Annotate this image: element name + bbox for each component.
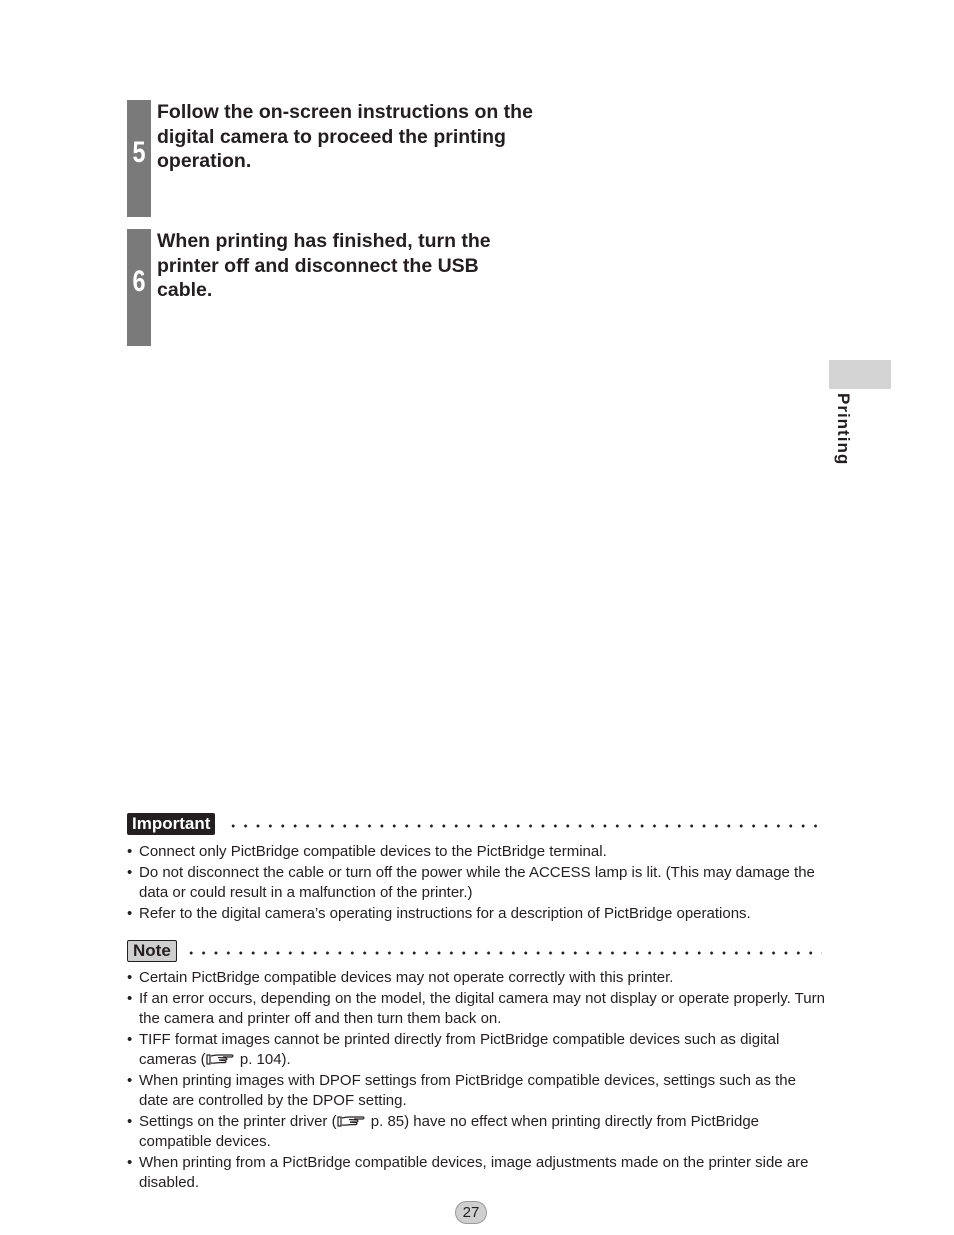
chapter-tab <box>829 360 891 389</box>
step-number-bar <box>127 229 151 346</box>
step-number-bar <box>127 100 151 217</box>
step-instruction: When printing has finished, turn the printer off and disconnect the USB cable. <box>157 230 491 302</box>
list-item-text: Settings on the printer driver ( <box>139 1112 337 1130</box>
important-badge: Important <box>127 813 215 835</box>
list-item: • Do not disconnect the cable or turn off the power while the ACCESS lamp is lit. (This may damage the data or could result in a malfunction of the printer.) <box>127 863 827 904</box>
list-item: • When printing images with DPOF settings from PictBridge compatible devices, settings such as the date are controlled by the DPOF setting. <box>127 1071 827 1112</box>
important-header <box>127 813 822 837</box>
step-instruction: Follow the on-screen instructions on the digital camera to proceed the printing operation. <box>157 101 533 173</box>
list-item <box>127 1112 827 1153</box>
important-list <box>127 842 827 924</box>
list-item: • When printing from a PictBridge compatible devices, image adjustments made on the printer side are disabled. <box>127 1153 827 1194</box>
dotted-divider <box>185 951 822 955</box>
list-item <box>127 1030 827 1071</box>
list-item: • Certain PictBridge compatible devices may not operate correctly with this printer. <box>127 968 827 989</box>
list-item: • If an error occurs, depending on the model, the digital camera may not display or operate properly. Turn the camera and printer off and then turn them back on. <box>127 989 827 1030</box>
dotted-divider <box>227 824 822 828</box>
step-number: 5 <box>132 136 146 169</box>
list-item: • Refer to the digital camera’s operating instructions for a description of PictBridge operations. <box>127 904 827 925</box>
list-item-text: p. 104). <box>235 1051 291 1068</box>
list-item-text: TIFF format images cannot be printed directly from PictBridge compatible devices such as digital cameras ( <box>139 1030 780 1068</box>
list-item: • Connect only PictBridge compatible devices to the PictBridge terminal. <box>127 842 827 863</box>
step-number: 6 <box>132 265 146 298</box>
page-number: 27 <box>455 1201 487 1224</box>
note-badge: Note <box>127 940 177 962</box>
note-list <box>127 968 827 1194</box>
chapter-tab-label: Printing <box>834 393 853 466</box>
pointing-hand-reference-icon <box>337 1114 367 1128</box>
note-header <box>127 940 822 964</box>
pointing-hand-reference-icon <box>206 1052 236 1066</box>
list-item-text: p. 85) have no effect when printing directly from PictBridge compatible devices. <box>139 1112 760 1150</box>
